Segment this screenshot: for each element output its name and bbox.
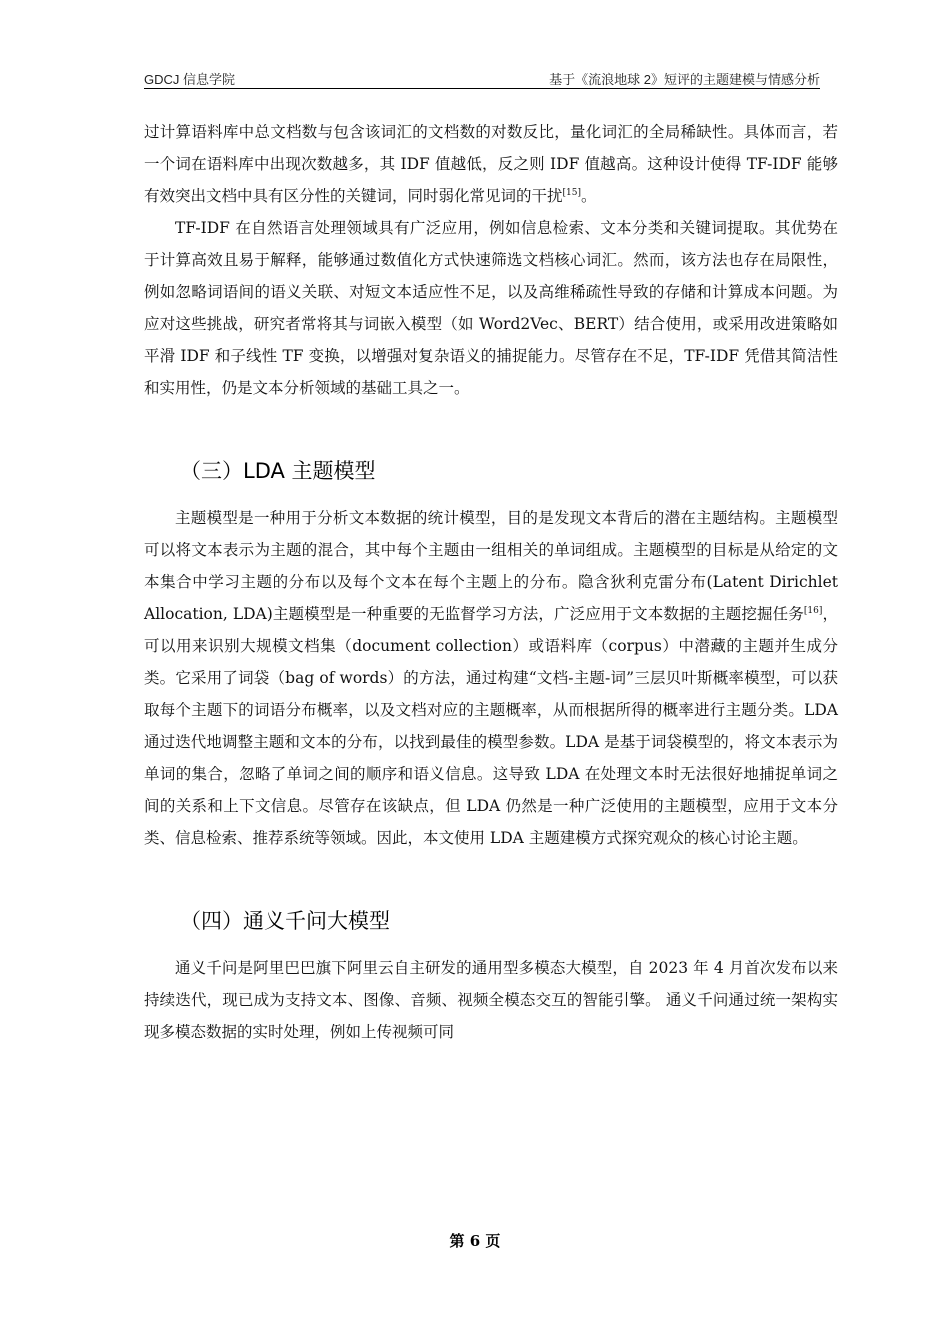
header-institution: GDCJ 信息学院: [144, 72, 236, 87]
citation-15: [15]: [562, 187, 581, 198]
body-text: [144, 116, 838, 1048]
section-title-lda: （三）LDA 主题模型: [180, 459, 376, 483]
citation-16: [16]: [803, 605, 823, 616]
header-divider: [144, 88, 820, 89]
section-title-qwen: （四）通义千问大模型: [180, 909, 390, 933]
paragraph-lda: 主题模型是一种用于分析文本数据的统计模型，目的是发现文本背后的潜在主题结构。主题模型可以将文本表示为主题的混合，其中每个主题由一组相关的单词组成。主题模型的目标是从给定的文本集合中学习主题的分布以及每个文本在每个主题上的分布。隐含狄利克雷分布(Latent Dirichlet Allocation, LDA)主题模型是一种重要的无监督学习方法，广泛应用于文本数据的主题挖掘任务[16]，可以用来识别大规模文档集（document collection）或语料库（corpus）中潜藏的主题并生成分类。它采用了词袋（bag of words）的方法，通过构建“文档-主题-词”三层贝叶斯概率模型，可以获取每个主题下的词语分布概率，以及文档对应的主题概率，从而根据所得的概率进行主题分类。LDA 通过迭代地调整主题和文本的分布，以找到最佳的模型参数。LDA 是基于词袋模型的，将文本表示为单词的集合，忽略了单词之间的顺序和语义信息。这导致 LDA 在处理文本时无法很好地捕捉单词之间的关系和上下文信息。尽管存在该缺点，但 LDA 仍然是一种广泛使用的主题模型，应用于文本分类、信息检索、推荐系统等领域。因此，本文使用 LDA 主题建模方式探究观众的核心讨论主题。: [144, 509, 838, 847]
paragraph-tfidf: TF-IDF 在自然语言处理领域具有广泛应用，例如信息检索、文本分类和关键词提取。其优势在于计算高效且易于解释，能够通过数值化方式快速筛选文档核心词汇。然而，该方法也存在局限性，例如忽略词语间的语义关联、对短文本适应性不足，以及高维稀疏性导致的存储和计算成本问题。为应对这些挑战，研究者常将其与词嵌入模型（如 Word2Vec、BERT）结合使用，或采用改进策略如平滑 IDF 和子线性 TF 变换，以增强对复杂语义的捕捉能力。尽管存在不足，TF-IDF 凭借其简洁性和实用性，仍是文本分析领域的基础工具之一。: [144, 219, 838, 397]
paragraph-idf: 过计算语料库中总文档数与包含该词汇的文档数的对数反比，量化词汇的全局稀缺性。具体而言，若一个词在语料库中出现次数越多，其 IDF 值越低，反之则 IDF 值越高。这种设计使得 TF-IDF 能够有效突出文档中具有区分性的关键词，同时弱化常见词的干扰[15]。: [144, 123, 838, 205]
page-number: 第 6 页: [449, 1232, 501, 1250]
paragraph-qwen: 通义千问是阿里巴巴旗下阿里云自主研发的通用型多模态大模型，自 2023 年 4 月首次发布以来持续迭代，现已成为支持文本、图像、音频、视频全模态交互的智能引擎。 通义千问通过统一架构实现多模态数据的实时处理，例如上传视频可同: [144, 959, 838, 1041]
page-header: [144, 66, 820, 88]
header-thesis-title: 基于《流浪地球 2》短评的主题建模与情感分析: [549, 72, 820, 87]
